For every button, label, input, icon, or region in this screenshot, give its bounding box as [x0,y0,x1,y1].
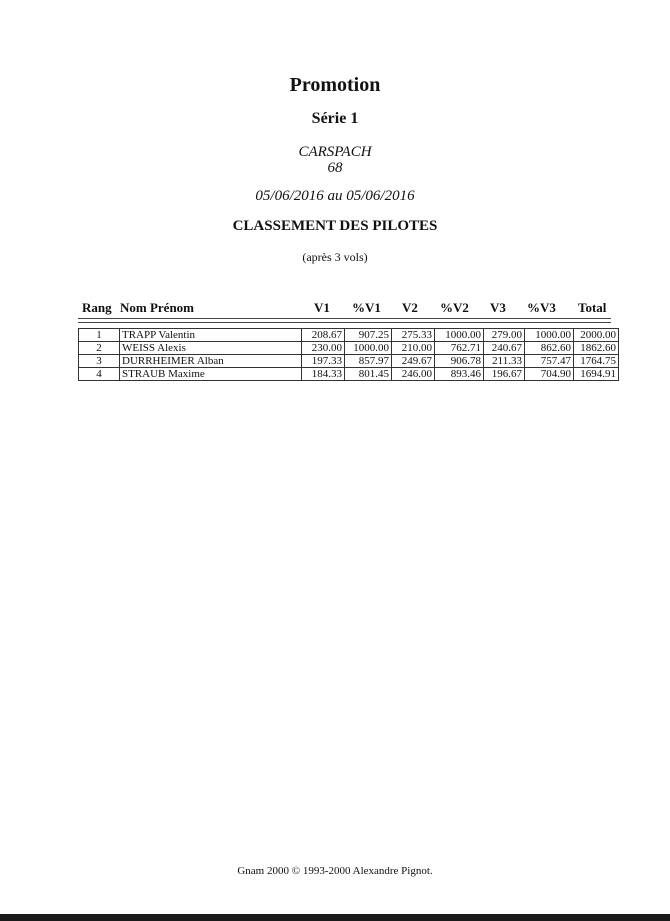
pv3-cell: 704.90 [525,368,574,381]
table-row [79,368,619,381]
department-number: 68 [327,160,343,176]
rounds-subtitle: (après 3 vols) [302,250,368,264]
pilot-name-cell: WEISS Alexis [120,342,302,355]
rank-cell: 2 [79,342,120,355]
location-name: CARSPACH [298,144,372,160]
pilot-name-cell: DURRHEIMER Alban [120,355,302,368]
pilot-name-cell: STRAUB Maxime [120,368,302,381]
total-cell: 1764.75 [574,355,619,368]
v1-cell: 197.33 [302,355,345,368]
v3-cell: 279.00 [484,329,525,342]
v2-cell: 275.33 [392,329,435,342]
pv3-cell: 757.47 [525,355,574,368]
column-header-v3: V3 [490,300,506,315]
pv3-cell: 862.60 [525,342,574,355]
v3-cell: 211.33 [484,355,525,368]
pv2-cell: 906.78 [435,355,484,368]
v2-cell: 246.00 [392,368,435,381]
scan-edge [0,914,670,921]
column-header-v1: V1 [314,300,330,315]
total-cell: 2000.00 [574,329,619,342]
pv1-cell: 1000.00 [345,342,392,355]
rank-cell: 4 [79,368,120,381]
table-row [79,329,619,342]
column-header-v2: V2 [402,300,418,315]
column-header-pv1: %V1 [352,300,381,315]
v1-cell: 208.67 [302,329,345,342]
total-cell: 1862.60 [574,342,619,355]
pv2-cell: 893.46 [435,368,484,381]
pilot-name-cell: TRAPP Valentin [120,329,302,342]
pv1-cell: 801.45 [345,368,392,381]
header-rule [78,318,611,319]
column-header-rang: Rang [82,300,112,315]
serie-label: Série 1 [311,110,359,127]
v3-cell: 240.67 [484,342,525,355]
pv1-cell: 907.25 [345,329,392,342]
column-header-pv2: %V2 [440,300,469,315]
v3-cell: 196.67 [484,368,525,381]
pv2-cell: 762.71 [435,342,484,355]
rank-cell: 1 [79,329,120,342]
column-header-total: Total [578,300,607,315]
v1-cell: 184.33 [302,368,345,381]
rank-cell: 3 [79,355,120,368]
column-header-nom: Nom Prénom [120,300,195,315]
total-cell: 1694.91 [574,368,619,381]
v1-cell: 230.00 [302,342,345,355]
table-row [79,355,619,368]
column-header-pv3: %V3 [527,300,556,315]
pv3-cell: 1000.00 [525,329,574,342]
date-range: 05/06/2016 au 05/06/2016 [255,188,415,204]
pv2-cell: 1000.00 [435,329,484,342]
pv1-cell: 857.97 [345,355,392,368]
v2-cell: 210.00 [392,342,435,355]
v2-cell: 249.67 [392,355,435,368]
classement-heading: CLASSEMENT DES PILOTES [232,218,438,234]
header-rule-double [78,322,611,323]
footer-credit: Gnam 2000 © 1993-2000 Alexandre Pignot. [237,865,433,877]
page-title: Promotion [289,74,381,96]
table-row [79,342,619,355]
results-table [78,328,619,381]
